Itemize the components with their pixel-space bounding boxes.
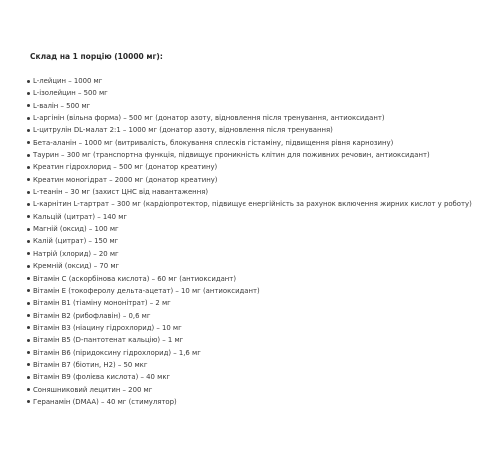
bullet-icon	[27, 326, 30, 329]
ingredient-item	[30, 198, 495, 210]
ingredient-item	[30, 297, 495, 309]
ingredient-item	[30, 347, 495, 359]
ingredient-item	[30, 260, 495, 272]
ingredient-text: L-ізолейцин – 500 мг	[33, 89, 108, 98]
ingredient-text: Вітамін С (аскорбінова кислота) – 60 мг (антиоксидант)	[33, 274, 237, 283]
composition-section	[30, 52, 495, 408]
ingredient-item	[30, 359, 495, 371]
bullet-icon	[27, 388, 30, 391]
bullet-icon	[27, 376, 30, 379]
ingredient-item	[30, 235, 495, 247]
bullet-icon	[27, 363, 30, 366]
ingredient-item	[30, 124, 495, 136]
ingredient-text: Таурин – 300 мг (транспортна функція, підвищує проникність клітин для поживних речовин, антиоксидант)	[33, 151, 430, 160]
bullet-icon	[27, 289, 30, 292]
bullet-icon	[27, 203, 30, 206]
ingredient-text: Вітамін В1 (тіаміну мононітрат) – 2 мг	[33, 299, 171, 308]
bullet-icon	[27, 80, 30, 83]
ingredient-item	[30, 334, 495, 346]
bullet-icon	[27, 265, 30, 268]
ingredient-item	[30, 100, 495, 112]
ingredient-text: Калій (цитрат) – 150 мг	[33, 237, 119, 246]
bullet-icon	[27, 92, 30, 95]
bullet-icon	[27, 117, 30, 120]
ingredient-item	[30, 186, 495, 198]
bullet-icon	[27, 351, 30, 354]
ingredient-text: L-аргінін (вільна форма) – 500 мг (донатор азоту, відновлення після тренування, антиоксидант)	[33, 114, 385, 123]
bullet-icon	[27, 314, 30, 317]
bullet-icon	[27, 178, 30, 181]
ingredient-item	[30, 161, 495, 173]
ingredient-item	[30, 371, 495, 383]
ingredient-text: Вітамін В5 (D-пантотенат кальцію) – 1 мг	[33, 336, 184, 345]
ingredient-item	[30, 223, 495, 235]
bullet-icon	[27, 129, 30, 132]
ingredient-text: Вітамін В2 (рибофлавін) – 0,6 мг	[33, 311, 151, 320]
bullet-icon	[27, 141, 30, 144]
bullet-icon	[27, 339, 30, 342]
ingredient-text: Бета-аланін – 1000 мг (витривалість, блокування сплесків гістаміну, підвищення рівня карнозину)	[33, 138, 394, 147]
ingredient-item	[30, 322, 495, 334]
ingredient-text: Вітамін В6 (піридоксину гідрохлорид) – 1,6 мг	[33, 348, 201, 357]
ingredient-item	[30, 112, 495, 124]
ingredient-text: Соняшниковий лецитин – 200 мг	[33, 385, 153, 394]
bullet-icon	[27, 400, 30, 403]
ingredient-item	[30, 285, 495, 297]
bullet-icon	[27, 252, 30, 255]
ingredient-item	[30, 137, 495, 149]
ingredient-item	[30, 149, 495, 161]
ingredient-text: L-теанін – 30 мг (захист ЦНС від навантаження)	[33, 188, 209, 197]
bullet-icon	[27, 191, 30, 194]
ingredient-item	[30, 75, 495, 87]
bullet-icon	[27, 154, 30, 157]
composition-heading: Склад на 1 порцію (10000 мг):	[30, 52, 163, 61]
ingredient-list	[30, 75, 495, 408]
ingredient-text: Креатин моногідрат – 2000 мг (донатор креатину)	[33, 175, 218, 184]
ingredient-item	[30, 273, 495, 285]
bullet-icon	[27, 240, 30, 243]
ingredient-item	[30, 174, 495, 186]
ingredient-text: Кальцій (цитрат) – 140 мг	[33, 212, 128, 221]
ingredient-text: L-цитрулін DL-малат 2:1 – 1000 мг (донатор азоту, відновлення після тренування)	[33, 126, 333, 135]
ingredient-text: Геранамін (DMAA) – 40 мг (стимулятор)	[33, 397, 177, 406]
ingredient-item	[30, 211, 495, 223]
bullet-icon	[27, 277, 30, 280]
ingredient-text: Магній (оксид) – 100 мг	[33, 225, 119, 234]
ingredient-text: Кремній (оксид) – 70 мг	[33, 262, 120, 271]
bullet-icon	[27, 166, 30, 169]
ingredient-item	[30, 248, 495, 260]
ingredient-item	[30, 384, 495, 396]
ingredient-item	[30, 87, 495, 99]
ingredient-text: L-карнітин L-тартрат – 300 мг (кардіопротектор, підвищує енергійність за рахунок включення жирних кислот у роботу)	[33, 200, 472, 209]
bullet-icon	[27, 215, 30, 218]
bullet-icon	[27, 104, 30, 107]
ingredient-text: Вітамін В7 (біотин, Н2) – 50 мкг	[33, 360, 148, 369]
ingredient-text: Вітамін В3 (ніацину гідрохлорид) – 10 мг	[33, 323, 182, 332]
bullet-icon	[27, 228, 30, 231]
ingredient-text: Вітамін Е (токоферолу дельта-ацетат) – 10 мг (антиоксидант)	[33, 286, 260, 295]
ingredient-item	[30, 310, 495, 322]
ingredient-text: Натрій (хлорид) – 20 мг	[33, 249, 119, 258]
ingredient-text: Вітамін В9 (фолієва кислота) – 40 мкг	[33, 373, 171, 382]
ingredient-text: L-лейцин – 1000 мг	[33, 77, 103, 85]
ingredient-item	[30, 396, 495, 408]
bullet-icon	[27, 302, 30, 305]
ingredient-text: Креатин гідрохлорид – 500 мг (донатор креатину)	[33, 163, 218, 172]
ingredient-text: L-валін – 500 мг	[33, 101, 91, 110]
